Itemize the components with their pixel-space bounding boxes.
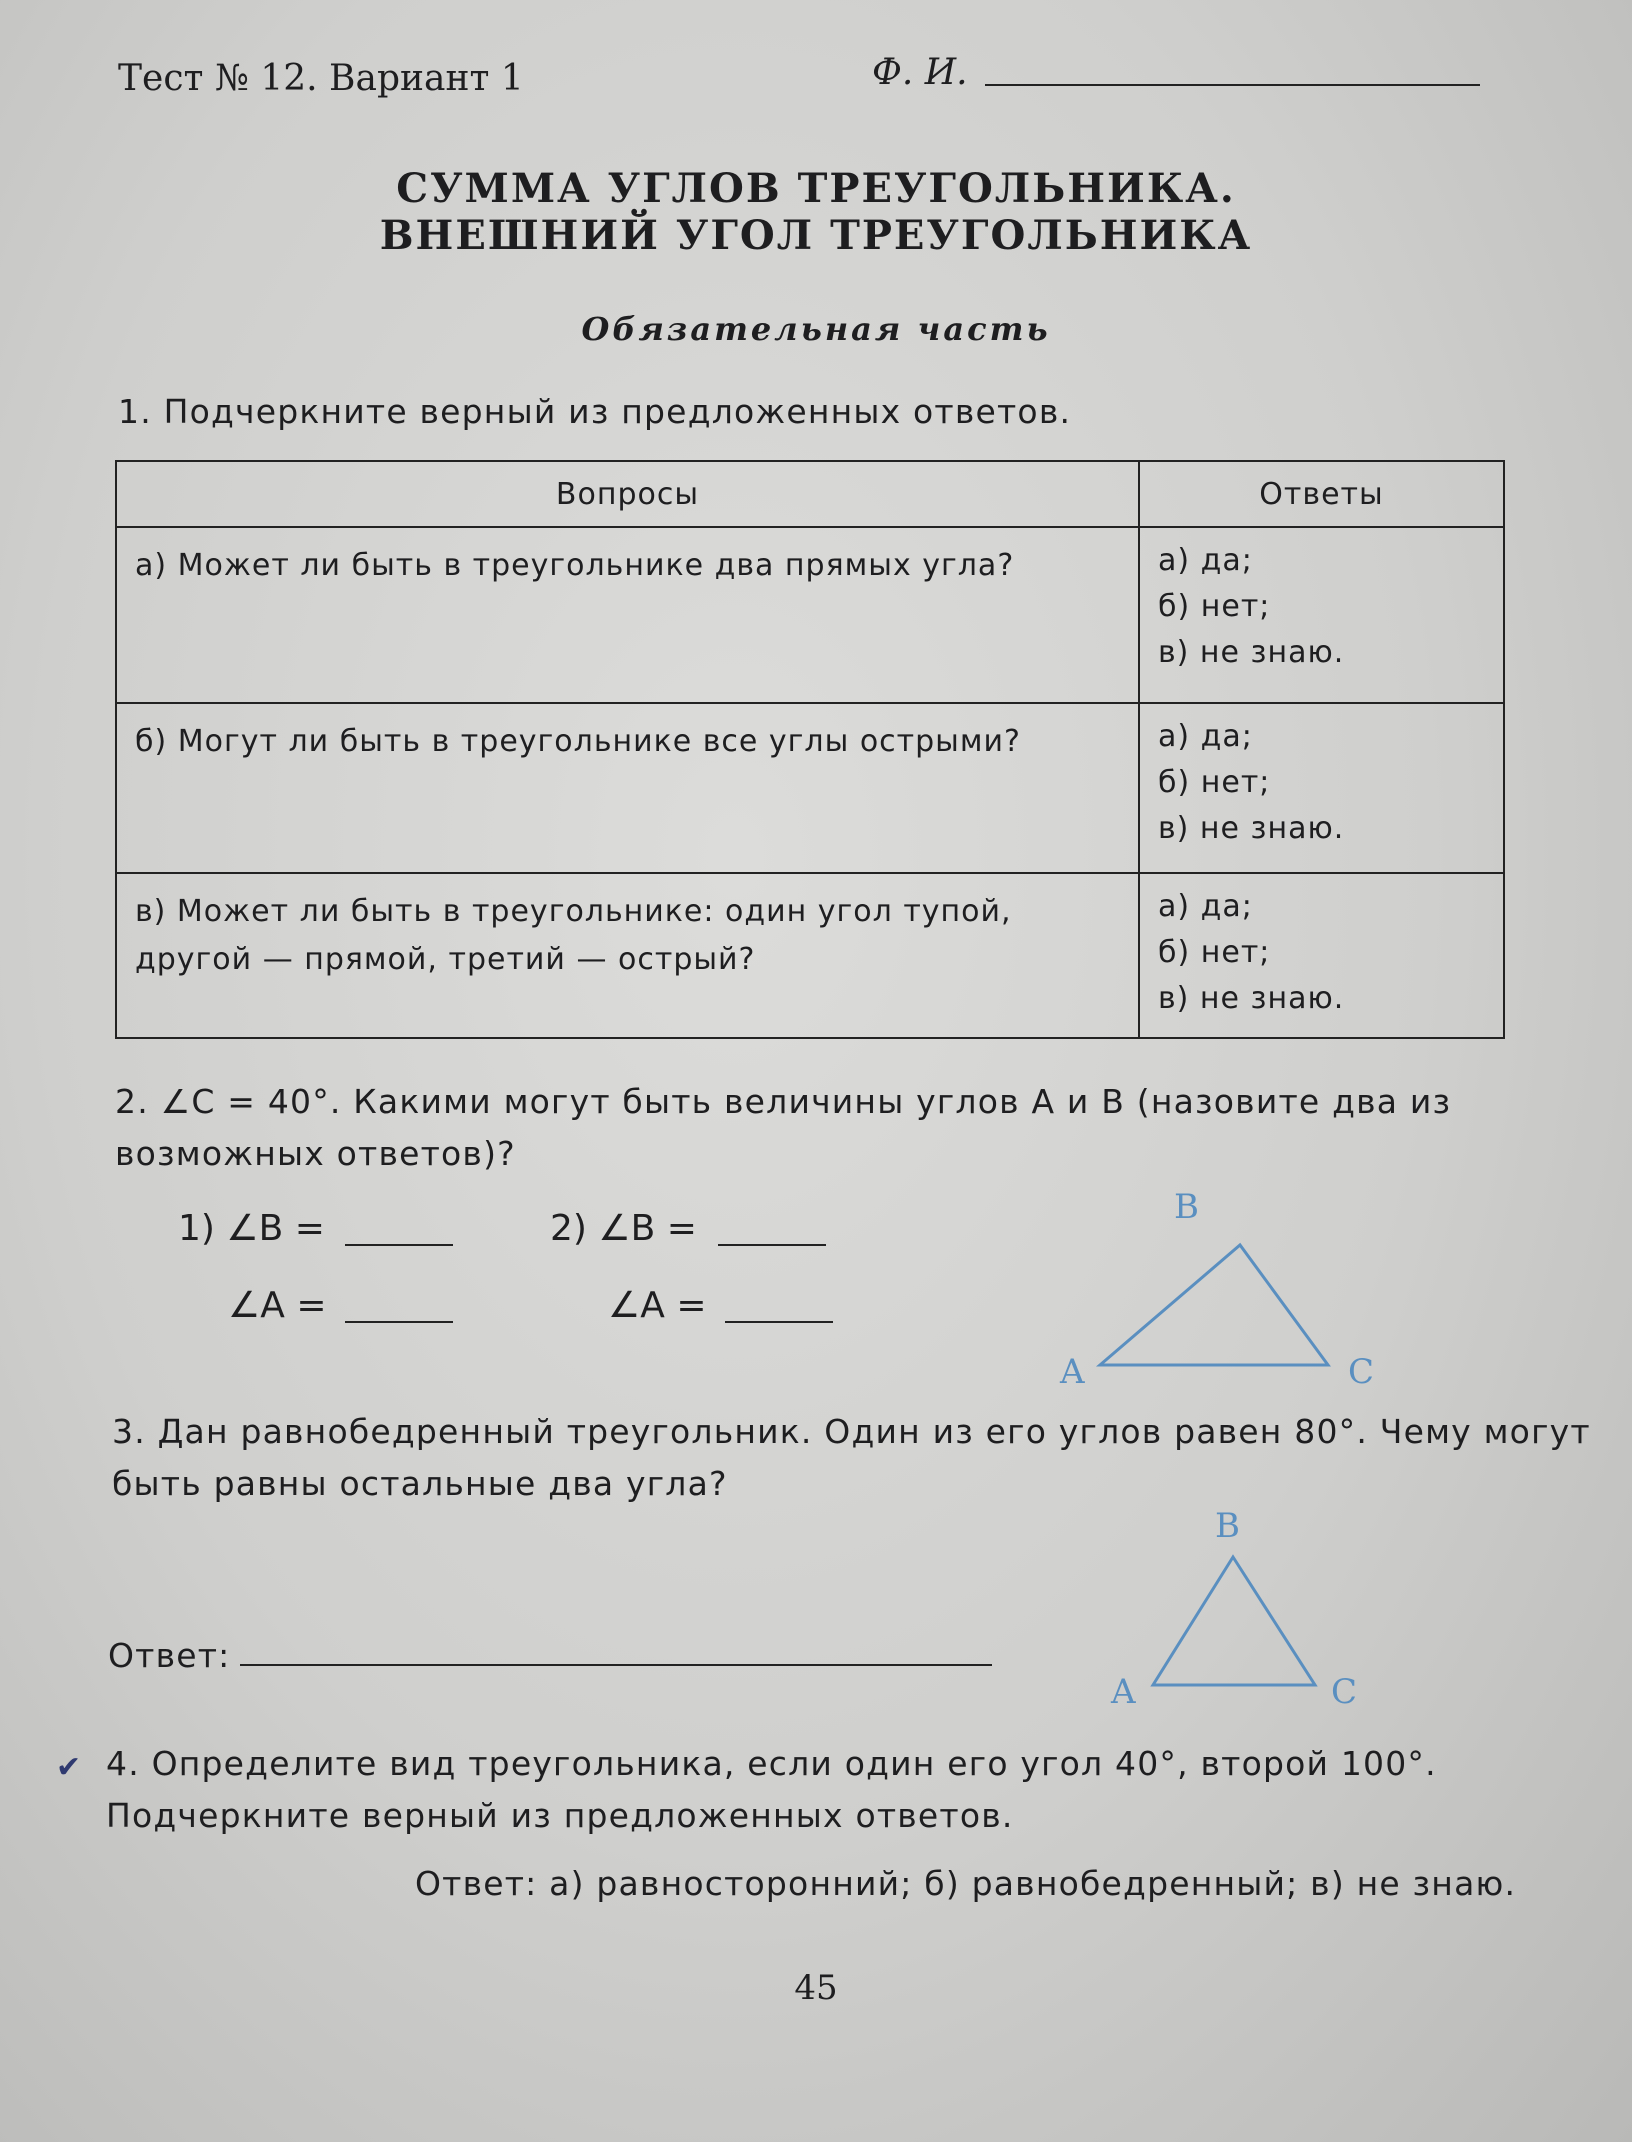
q2-a2-blank[interactable] bbox=[725, 1321, 833, 1323]
q2-vertex-b-label: B bbox=[1174, 1187, 1199, 1227]
q2-vertex-c-label: C bbox=[1348, 1352, 1375, 1392]
q3-answer-line[interactable] bbox=[240, 1664, 992, 1666]
question-a: а) Может ли быть в треугольнике два прямых угла? bbox=[116, 527, 1139, 703]
test-variant-label: Тест № 12. Вариант 1 bbox=[118, 58, 524, 99]
column-header-questions: Вопросы bbox=[116, 461, 1139, 527]
q2-b1-label: 1) ∠B = bbox=[178, 1208, 325, 1249]
name-label: Ф. И. bbox=[872, 52, 968, 93]
page-number: 45 bbox=[794, 1968, 838, 2008]
q2-a1-label: ∠A = bbox=[228, 1285, 327, 1326]
answer-option[interactable]: а) да; bbox=[1158, 889, 1253, 924]
answer-option[interactable]: в) не знаю. bbox=[1158, 811, 1345, 846]
q2-a1-blank[interactable] bbox=[345, 1321, 453, 1323]
q3-line-1: 3. Дан равнобедренный треугольник. Один из его углов равен 80°. Чему могут bbox=[112, 1412, 1591, 1451]
answer-option[interactable]: в) не знаю. bbox=[1158, 635, 1345, 670]
answer-option[interactable]: б) нет; bbox=[1158, 765, 1271, 800]
q4-line-1: 4. Определите вид треугольника, если один его угол 40°, второй 100°. bbox=[106, 1744, 1437, 1783]
answers-b bbox=[1139, 703, 1504, 873]
table-row bbox=[116, 527, 1504, 703]
answer-option[interactable]: в) не знаю. bbox=[1158, 981, 1345, 1016]
pen-check-mark: ✔ bbox=[56, 1750, 82, 1785]
q3-answer-label: Ответ: bbox=[108, 1636, 231, 1675]
answer-option[interactable]: а) да; bbox=[1158, 719, 1253, 754]
name-field-line[interactable] bbox=[985, 84, 1480, 86]
answers-c bbox=[1139, 873, 1504, 1038]
q2-triangle bbox=[1100, 1245, 1328, 1365]
q3-vertex-b-label: B bbox=[1215, 1506, 1240, 1546]
table-header-row bbox=[116, 461, 1504, 527]
q3-vertex-a-label: A bbox=[1111, 1672, 1136, 1712]
q2-line-1: 2. ∠C = 40°. Какими могут быть величины углов A и B (назовите два из bbox=[115, 1082, 1452, 1121]
q4-answer-options[interactable]: Ответ: а) равносторонний; б) равнобедренный; в) не знаю. bbox=[415, 1864, 1517, 1903]
answer-option[interactable]: б) нет; bbox=[1158, 589, 1271, 624]
q2-b2-blank[interactable] bbox=[718, 1244, 826, 1246]
table-row bbox=[116, 703, 1504, 873]
answer-option[interactable]: б) нет; bbox=[1158, 935, 1271, 970]
title-line-2: ВНЕШНИЙ УГОЛ ТРЕУГОЛЬНИКА bbox=[379, 212, 1253, 259]
q2-line-2: возможных ответов)? bbox=[115, 1134, 516, 1173]
title-line-1: СУММА УГЛОВ ТРЕУГОЛЬНИКА. bbox=[396, 165, 1236, 212]
question-b: б) Могут ли быть в треугольнике все углы острыми? bbox=[116, 703, 1139, 873]
answer-option[interactable]: а) да; bbox=[1158, 543, 1253, 578]
answers-a bbox=[1139, 527, 1504, 703]
q3-triangle-figure bbox=[1105, 1505, 1405, 1715]
q3-vertex-c-label: C bbox=[1331, 1672, 1358, 1712]
q2-vertex-a-label: A bbox=[1060, 1352, 1085, 1392]
q2-b2-label: 2) ∠B = bbox=[550, 1208, 697, 1249]
column-header-answers: Ответы bbox=[1139, 461, 1504, 527]
table-row bbox=[116, 873, 1504, 1038]
q2-a2-label: ∠A = bbox=[608, 1285, 707, 1326]
q2-triangle-figure bbox=[1050, 1187, 1390, 1400]
q2-b1-blank[interactable] bbox=[345, 1244, 453, 1246]
question-c: в) Может ли быть в треугольнике: один угол тупой, другой — прямой, третий — острый? bbox=[116, 873, 1139, 1038]
q3-triangle bbox=[1153, 1557, 1315, 1685]
q1-table bbox=[115, 460, 1505, 1039]
q4-line-2: Подчеркните верный из предложенных ответов. bbox=[106, 1796, 1014, 1835]
q3-line-2: быть равны остальные два угла? bbox=[112, 1464, 728, 1503]
section-title: Обязательная часть bbox=[581, 310, 1051, 348]
q1-text: 1. Подчеркните верный из предложенных ответов. bbox=[118, 392, 1072, 431]
